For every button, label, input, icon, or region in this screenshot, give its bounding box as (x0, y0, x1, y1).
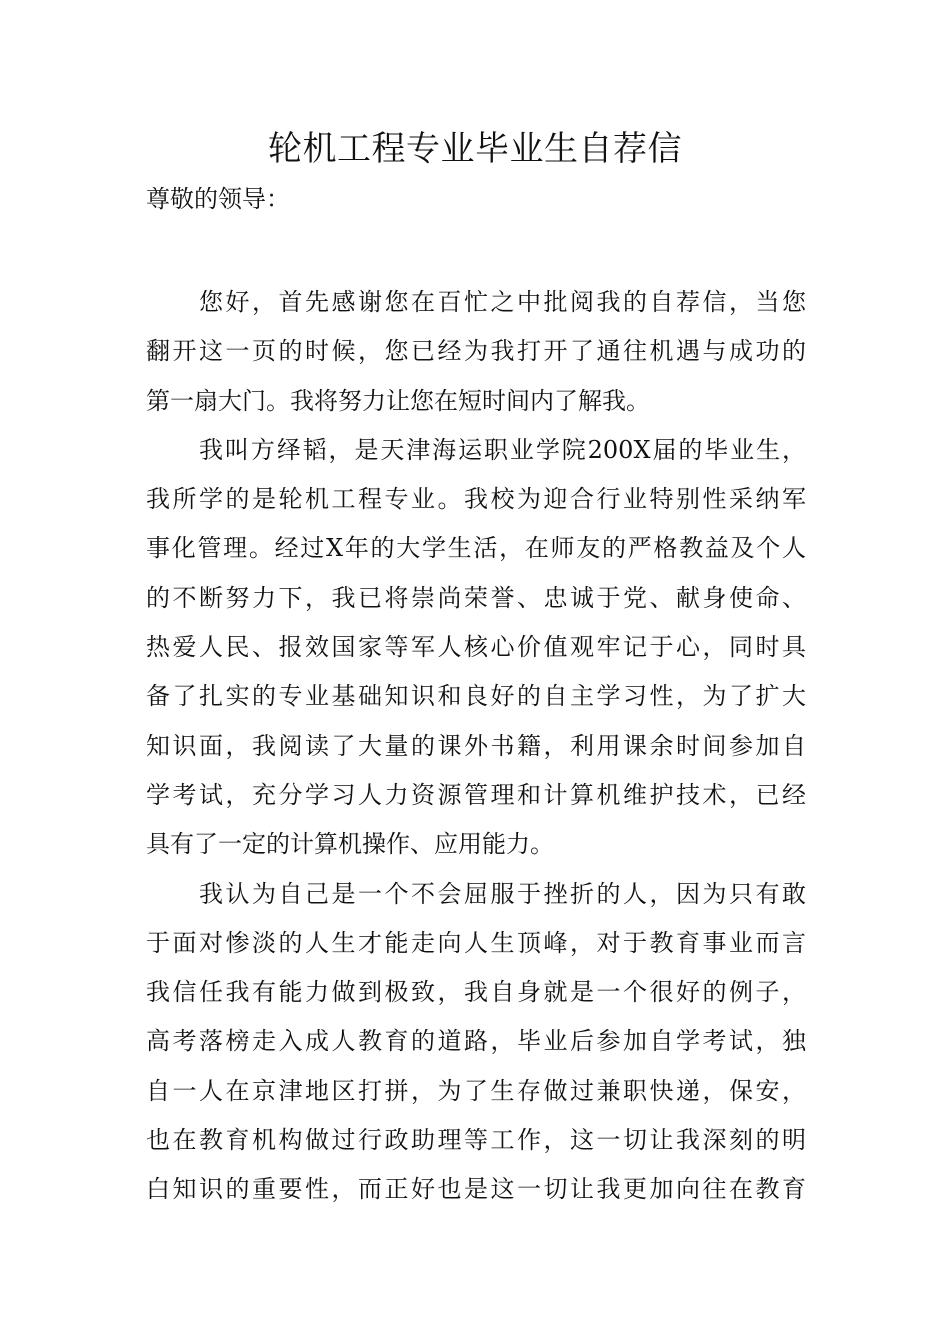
text-line: 学考试，充分学习人力资源管理和计算机维护技术，已经 (146, 780, 806, 809)
text-line: 白知识的重要性，而正好也是这一切让我更加向往在教育 (146, 1175, 806, 1204)
text-line: 我叫方绎韬，是天津海运职业学院200X届的毕业生， (199, 435, 806, 464)
salutation: 尊敬的领导： (146, 185, 290, 213)
text-line: 高考落榜走入成人教育的道路，毕业后参加自学考试，独 (146, 1027, 806, 1056)
text-line: 热爱人民、报效国家等军人核心价值观牢记于心，同时具 (146, 633, 806, 662)
text-line: 我信任我有能力做到极致，我自身就是一个很好的例子， (146, 978, 806, 1007)
letter-body (146, 278, 806, 1215)
text-line: 自一人在京津地区打拼，为了生存做过兼职快递，保安， (146, 1076, 806, 1105)
text-line: 备了扎实的专业基础知识和良好的自主学习性，为了扩大 (146, 682, 806, 711)
text-line: 事化管理。经过X年的大学生活，在师友的严格教益及个人 (146, 534, 806, 563)
text-line: 我所学的是轮机工程专业。我校为迎合行业特别性采纳军 (146, 485, 806, 514)
text-line: 第一扇大门。我将努力让您在短时间内了解我。 (146, 386, 650, 415)
text-line: 也在教育机构做过行政助理等工作，这一切让我深刻的明 (146, 1126, 806, 1155)
text-line: 的不断努力下，我已将崇尚荣誉、忠诚于党、献身使命、 (146, 583, 806, 612)
text-line: 我认为自己是一个不会屈服于挫折的人，因为只有敢 (199, 879, 806, 908)
text-line: 您好，首先感谢您在百忙之中批阅我的自荐信，当您 (199, 288, 806, 316)
paragraph-self-assessment (146, 870, 806, 1215)
text-line: 翻开这一页的时候，您已经为我打开了通往机遇与成功的 (146, 337, 806, 366)
paragraph-greeting (146, 278, 806, 426)
text-line: 具有了一定的计算机操作、应用能力。 (146, 830, 554, 859)
text-line: 于面对惨淡的人生才能走向人生顶峰，对于教育事业而言 (146, 928, 806, 957)
document-title: 轮机工程专业毕业生自荐信 (268, 129, 682, 169)
text-line: 知识面，我阅读了大量的课外书籍，利用课余时间参加自 (146, 731, 806, 760)
paragraph-introduction (146, 426, 806, 870)
